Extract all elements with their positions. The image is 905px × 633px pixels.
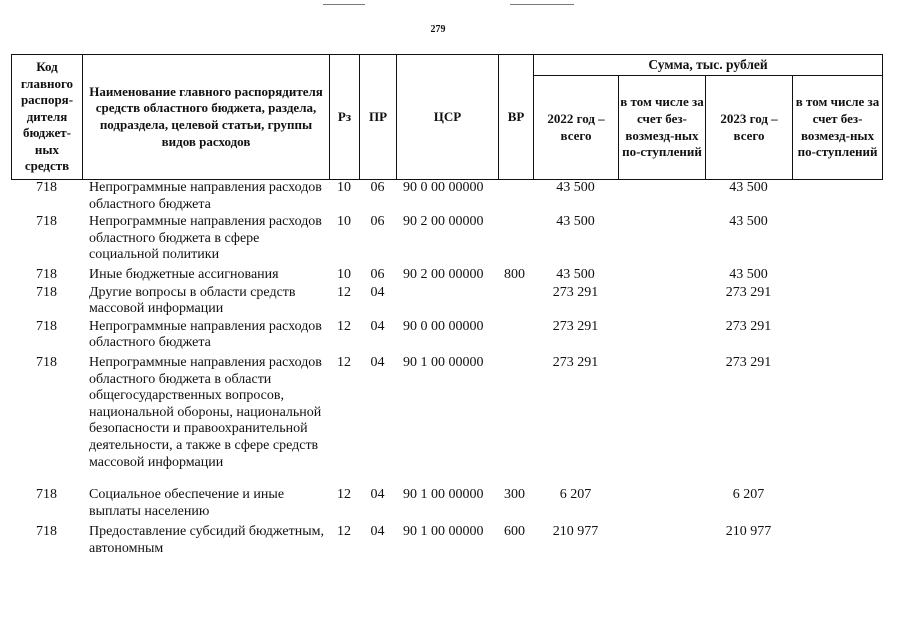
row-vr — [498, 285, 533, 319]
row-rz: 12 — [337, 487, 351, 503]
row-code: 718 — [36, 284, 57, 300]
table-row — [11, 524, 882, 557]
header-2022-free: в том числе за счет без-возмезд-ных по-ступлений — [619, 76, 706, 180]
row-rz: 12 — [337, 284, 351, 300]
table-body — [11, 180, 882, 557]
row-csr: 90 2 00 00000 — [403, 214, 484, 230]
header-code: Код главного распоря-дителя бюджет-ных средств — [12, 55, 83, 180]
row-pr: 06 — [370, 266, 385, 282]
header-pr: ПР — [360, 55, 397, 180]
row-code: 718 — [36, 266, 57, 282]
row-csr: 90 2 00 00000 — [403, 266, 484, 282]
row-rz: 10 — [337, 180, 351, 195]
row-pr: 04 — [370, 318, 385, 334]
top-rule-right — [510, 4, 574, 5]
table-row — [11, 267, 882, 285]
row-name: Непрограммные направления расходов областного бюджета — [89, 318, 322, 351]
row-2023-total: 43 500 — [729, 214, 768, 230]
row-rz: 12 — [337, 318, 351, 334]
row-2023-free — [792, 180, 882, 214]
row-vr: 300 — [504, 487, 525, 503]
top-rule-left — [323, 4, 365, 5]
row-rz: 12 — [337, 354, 351, 370]
row-name: Социальное обеспечение и иные выплаты населению — [89, 487, 285, 519]
row-2023-free — [792, 285, 882, 319]
row-2022-free — [618, 180, 705, 214]
row-2022-total: 210 977 — [552, 524, 599, 540]
header-vr: ВР — [499, 55, 534, 180]
row-rz: 12 — [337, 524, 351, 540]
table-row — [11, 487, 882, 524]
row-2023-total: 273 291 — [725, 284, 772, 300]
row-2022-total: 273 291 — [552, 284, 599, 300]
row-2022-free — [618, 524, 705, 557]
row-code: 718 — [36, 318, 57, 334]
row-2022-total: 273 291 — [552, 318, 599, 334]
row-csr: 90 1 00 00000 — [403, 354, 484, 370]
row-pr: 04 — [370, 487, 385, 503]
row-2023-total: 273 291 — [725, 318, 772, 334]
row-2023-free — [792, 487, 882, 524]
header-2023-total: 2023 год – всего — [706, 76, 793, 180]
header-sum: Сумма, тыс. рублей — [534, 55, 883, 76]
row-csr — [396, 285, 498, 319]
header-rz: Рз — [330, 55, 360, 180]
row-2023-free — [792, 355, 882, 487]
row-2022-total: 43 500 — [556, 180, 595, 195]
table-row — [11, 180, 882, 214]
row-csr: 90 1 00 00000 — [403, 487, 484, 503]
row-2023-total: 210 977 — [725, 524, 772, 540]
row-2023-free — [792, 524, 882, 557]
table-row — [11, 285, 882, 319]
row-code: 718 — [36, 524, 57, 540]
row-pr: 06 — [370, 214, 385, 230]
row-name: Другие вопросы в области средств массовой информации — [89, 284, 296, 317]
row-pr: 04 — [370, 524, 385, 540]
header-csr: ЦСР — [397, 55, 499, 180]
table-header — [11, 54, 883, 180]
row-2023-total: 6 207 — [732, 487, 765, 503]
row-code: 718 — [36, 180, 57, 195]
row-rz: 10 — [337, 266, 351, 282]
row-vr — [498, 214, 533, 267]
row-2023-total: 273 291 — [725, 354, 772, 370]
row-2022-total: 6 207 — [559, 487, 592, 503]
row-name: Непрограммные направления расходов областного бюджета в области общегосударственных вопросов, национальной обороны, национальной безопасности и правоохранительной деятельности, а также в сфере средств массовой информации — [89, 354, 322, 470]
row-vr — [498, 319, 533, 355]
row-2022-free — [618, 267, 705, 285]
row-vr: 600 — [504, 524, 525, 540]
row-2022-free — [618, 319, 705, 355]
row-vr — [498, 180, 533, 214]
row-2022-free — [618, 487, 705, 524]
row-rz: 10 — [337, 214, 351, 230]
row-code: 718 — [36, 487, 57, 503]
row-2022-total: 273 291 — [552, 354, 599, 370]
row-2022-free — [618, 355, 705, 487]
row-name: Непрограммные направления расходов областного бюджета в сфере социальной политики — [89, 214, 322, 263]
row-pr: 06 — [370, 180, 385, 195]
row-csr: 90 0 00 00000 — [403, 180, 484, 195]
row-2023-free — [792, 214, 882, 267]
row-vr — [498, 355, 533, 487]
row-name: Предоставление субсидий бюджетным, автономным — [89, 524, 325, 556]
row-csr: 90 1 00 00000 — [403, 524, 484, 540]
row-code: 718 — [36, 354, 57, 370]
row-csr: 90 0 00 00000 — [403, 318, 484, 334]
row-2022-free — [618, 214, 705, 267]
row-2022-total: 43 500 — [556, 214, 595, 230]
table-row — [11, 319, 882, 355]
page-number: 279 — [430, 24, 446, 35]
row-pr: 04 — [370, 354, 385, 370]
header-2022-total: 2022 год – всего — [534, 76, 619, 180]
row-2023-free — [792, 267, 882, 285]
row-2023-free — [792, 319, 882, 355]
row-2022-total: 43 500 — [556, 266, 595, 282]
row-vr: 800 — [504, 266, 525, 282]
table-row — [11, 355, 882, 487]
table-row — [11, 214, 882, 267]
row-name: Иные бюджетные ассигнования — [89, 266, 279, 282]
header-2023-free: в том числе за счет без-возмезд-ных по-ступлений — [793, 76, 883, 180]
row-pr: 04 — [370, 284, 385, 300]
row-name: Непрограммные направления расходов областного бюджета — [89, 180, 322, 212]
header-name: Наименование главного распорядителя средств областного бюджета, раздела, подраздела, целевой статьи, группы видов расходов — [83, 55, 330, 180]
row-2023-total: 43 500 — [729, 180, 768, 195]
row-2022-free — [618, 285, 705, 319]
row-2023-total: 43 500 — [729, 266, 768, 282]
row-code: 718 — [36, 214, 57, 230]
